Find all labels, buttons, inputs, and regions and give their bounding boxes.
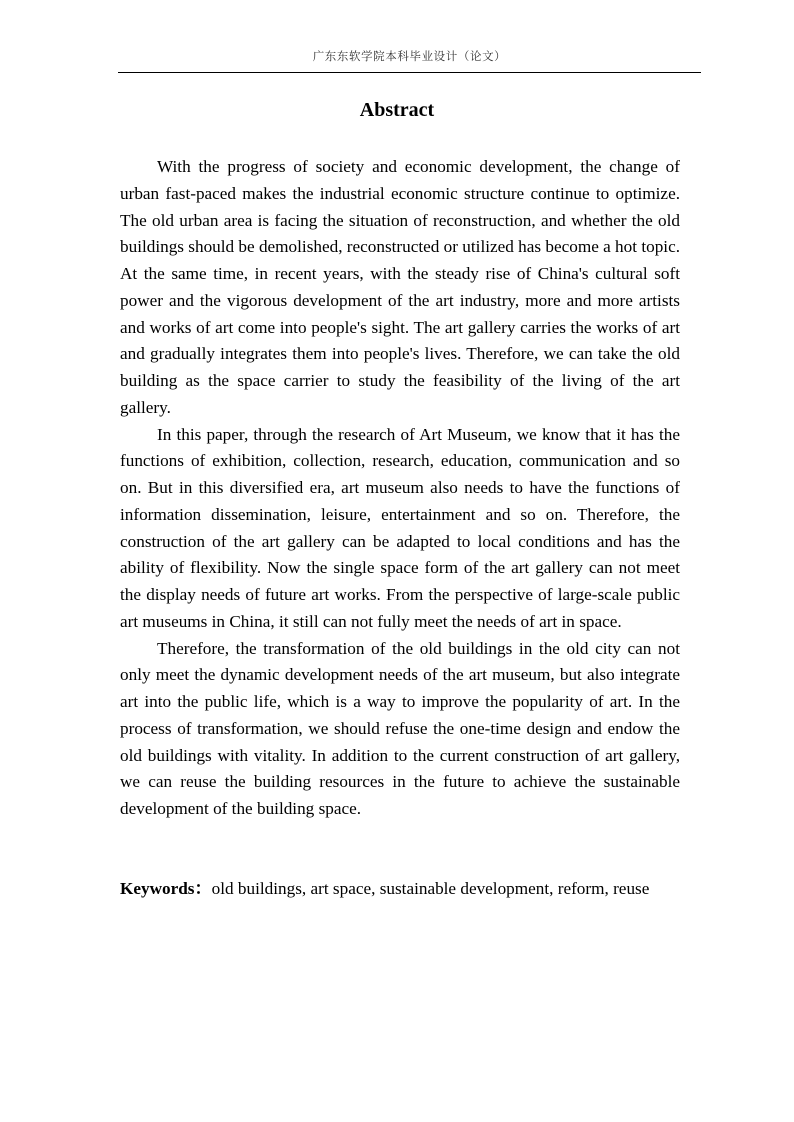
abstract-paragraph-3: Therefore, the transformation of the old buildings in the old city can not only meet the dynamic development needs of the art museum, but also integrate art into the public life, which is a way to improve the popularity of art. In the process of transformation, we should refuse the one-time design and endow the old buildings with vitality. In addition to the current construction of art gallery, we can reuse the building resources in the future to achieve the sustainable development of the building space. <box>120 638 680 818</box>
keywords <box>120 875 680 902</box>
keywords-label: Keywords： <box>120 879 212 898</box>
abstract-body <box>120 154 680 823</box>
header-rule <box>118 72 701 73</box>
abstract-paragraph-1: With the progress of society and economic development, the change of urban fast-paced makes the industrial economic structure continue to optimize. The old urban area is facing the situation of reconstruction, and whether the old buildings should be demolished, reconstructed or utilized has become a hot topic. At the same time, in recent years, with the steady rise of China's cultural soft power and the vigorous development of the art industry, more and more artists and works of art come into people's sight. The art gallery carries the works of art and gradually integrates them into people's lives. Therefore, we can take the old building as the space carrier to study the feasibility of the living of the art gallery. <box>120 157 680 417</box>
running-header: 广东东软学院本科毕业设计（论文） <box>312 49 507 63</box>
abstract-paragraph-2: In this paper, through the research of Art Museum, we know that it has the functions of exhibition, collection, research, education, communication and so on. But in this diversified era, art museum also needs to have the functions of information dissemination, leisure, entertainment and so on. Therefore, the construction of the art gallery can be adapted to local conditions and has the ability of flexibility. Now the single space form of the art gallery can not meet the display needs of future art works. From the perspective of large-scale public art museums in China, it still can not fully meet the needs of art in space. <box>120 424 680 631</box>
keywords-text: old buildings, art space, sustainable development, reform, reuse <box>211 879 650 898</box>
page-title: Abstract <box>359 99 435 121</box>
